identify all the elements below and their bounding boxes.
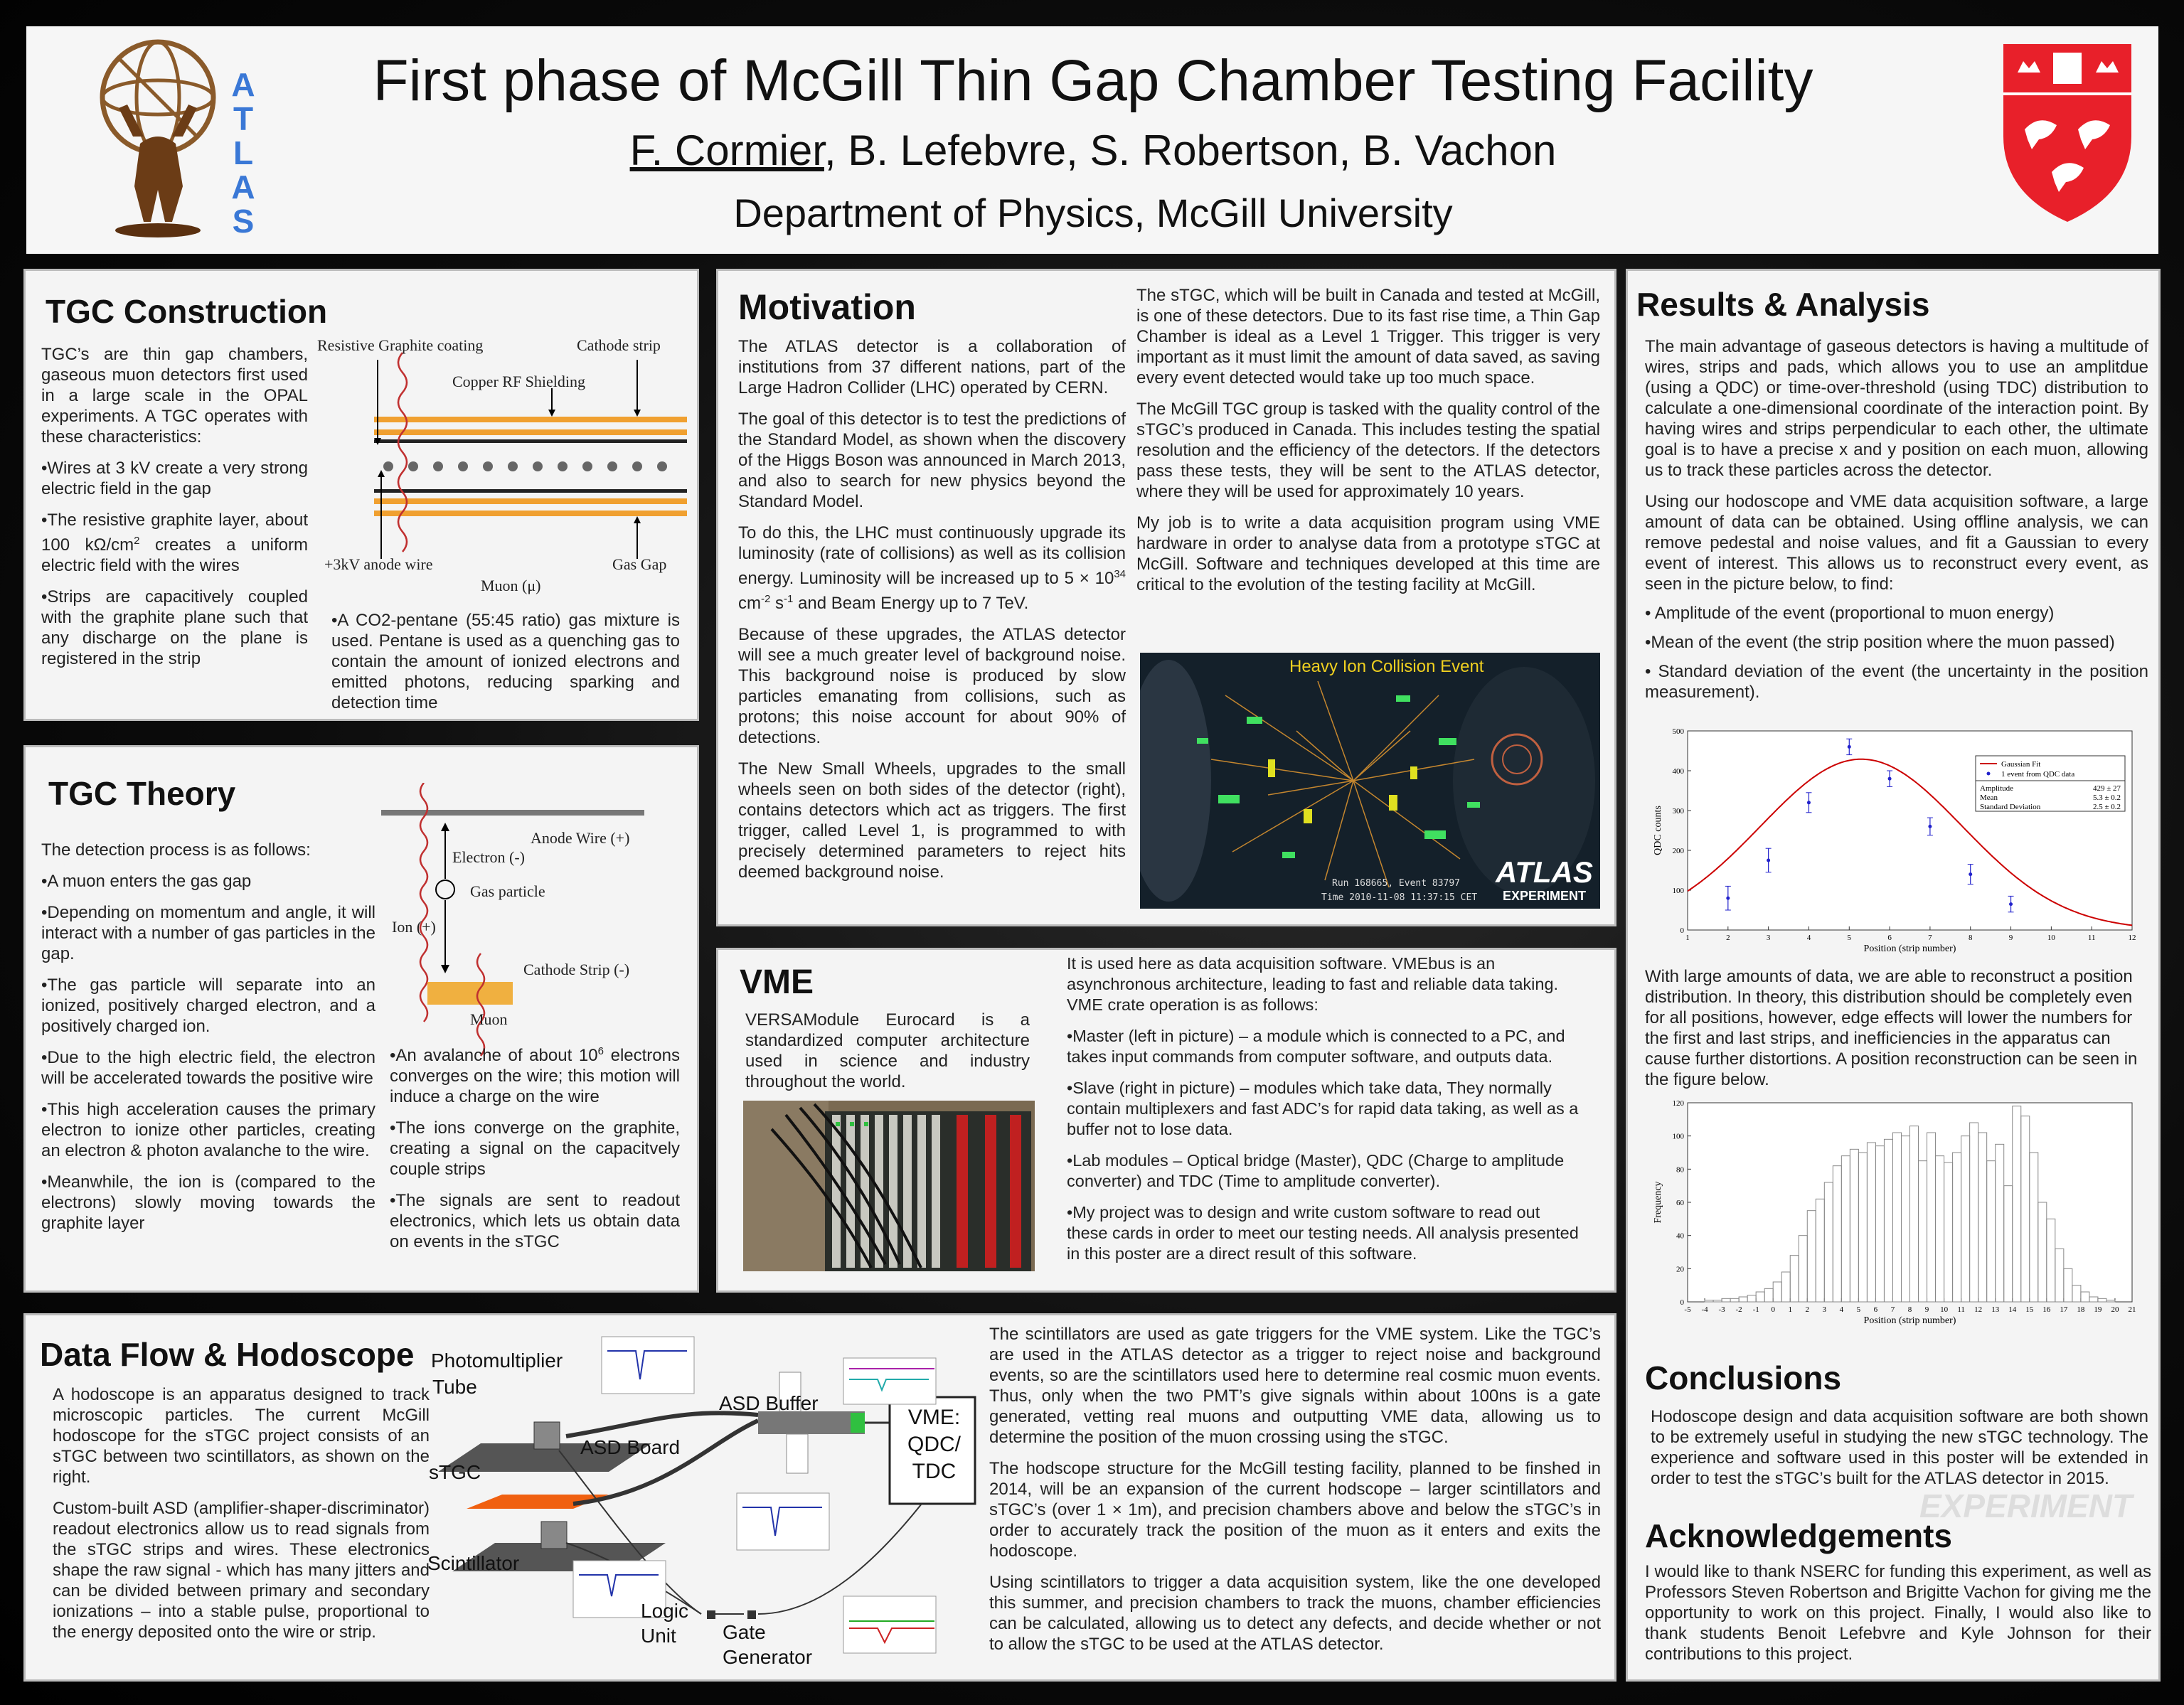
- x-tick-label: 7: [1890, 1305, 1895, 1314]
- text: s: [770, 594, 784, 613]
- vme-crate-photo: [743, 1101, 1035, 1271]
- data-point: [2009, 902, 2013, 906]
- paragraph: The sTGC, which will be built in Canada and tested at McGill, is one of these detectors. Due to its fast rise time, a Thin Gap Chamber is ideal as a Level 1 Trigger. This trigger is very important as it must limit the amount of data saved, as saving every event detected would take up too much space.: [1136, 286, 1600, 388]
- y-tick-label: 500: [1672, 727, 1684, 736]
- y-axis-label: Frequency: [1653, 1181, 1663, 1224]
- text: creates a uniform electric field with the wires: [41, 535, 308, 575]
- x-tick-label: 8: [1907, 1305, 1912, 1314]
- bullet: •My project was to design and write custom software to read out these cards in order to meet our testing needs. All analysis presented in this poster are a direct result of this software.: [1067, 1203, 1579, 1263]
- acknowledgements-title: Acknowledgements: [1645, 1517, 1952, 1554]
- paragraph: Because of these upgrades, the ATLAS detector will see a much greater level of background noise. This background noise is produced by slow particles emanating from collisions, such as protons; this noise account for about 90% of detections.: [738, 625, 1126, 747]
- bullet: •Mean of the event (the strip position where the muon passed): [1645, 633, 2115, 652]
- text: •The resistive graphite layer, about 100 kΩ/cm: [41, 511, 308, 555]
- bullet: •Meanwhile, the ion is (compared to the electrons) slowly moving towards the graphite layer: [41, 1172, 375, 1233]
- bullet: •Strips are capacitively coupled with the graphite plane such that any discharge on the plane is registered in the strip: [41, 587, 308, 668]
- section-title: TGC Theory: [48, 775, 236, 812]
- label-gate-2: Generator: [723, 1646, 813, 1668]
- label-logic-2: Unit: [641, 1625, 676, 1647]
- event-atlas-logo: ATLAS: [1496, 855, 1593, 889]
- tgc-construction-text: [41, 344, 308, 680]
- bullet: •Master (left in picture) – a module which is connected to a PC, and takes input commands from computer software, and outputs data.: [1067, 1027, 1565, 1066]
- watermark: EXPERIMENT: [1919, 1487, 2133, 1524]
- tgc-theory-panel: [23, 745, 699, 1293]
- label-muon: Muon (μ): [481, 577, 541, 594]
- bullet: [390, 1041, 680, 1107]
- label-cathode-strip: Cathode Strip (-): [523, 961, 630, 978]
- heavy-ion-event-image: [1140, 653, 1600, 909]
- motivation-text-left: [738, 336, 1126, 893]
- atlas-letter: A: [231, 66, 255, 103]
- x-axis-label: Position (strip number): [1863, 1315, 1956, 1326]
- x-tick-label: 10: [1940, 1305, 1949, 1314]
- text: To do this, the LHC must continuously upgrade its luminosity (rate of collisions) as well as its collision energy. Luminosity will be increased up to 5 × 10: [738, 523, 1126, 588]
- acknowledgements-text: [1645, 1561, 2151, 1675]
- label-cathode-strip: Cathode strip: [577, 336, 661, 354]
- dataflow-text-left: [53, 1384, 430, 1653]
- mcgill-shield-logo: [1996, 37, 2138, 229]
- dataflow-panel: [23, 1313, 1616, 1682]
- event-time: Time 2010-11-08 11:37:15 CET: [1321, 892, 1478, 903]
- x-tick-label: 4: [1839, 1305, 1844, 1314]
- superscript: 34: [1114, 568, 1126, 580]
- label-copper: Copper RF Shielding: [452, 373, 586, 390]
- paragraph: The McGill TGC group is tasked with the quality control of the sTGC’s produced in Canada. This includes testing the spatial resolution and the efficiency of the detectors. If the detectors pass these tests, they will be sent to the ATLAS detector, where they will be used for approximately 10 years.: [1136, 400, 1600, 501]
- x-tick-label: -4: [1701, 1305, 1708, 1314]
- conclusions-text: [1651, 1406, 2148, 1500]
- data-point: [1969, 872, 1972, 876]
- section-title: Data Flow & Hodoscope: [40, 1336, 415, 1373]
- x-tick-label: 5: [1856, 1305, 1861, 1314]
- motivation-panel: [716, 269, 1616, 926]
- poster-authors: [282, 126, 1904, 175]
- paragraph: The scintillators are used as gate triggers for the VME system. Like the TGC’s are used in the ATLAS detector as a trigger to reject noise and background events, so are the scintillators used here to determine real cosmic muon events. Thus, only when the two PMT’s give signals within about 100ns is a gate generated, vetting real muons and outputting VME data, allowing us to determine the position of the muon crossing using the sTGC.: [989, 1325, 1601, 1447]
- stat-name: Standard Deviation: [1980, 803, 2041, 811]
- y-tick-label: 300: [1672, 807, 1684, 816]
- results-panel: [1626, 269, 2161, 1682]
- x-tick-label: 5: [1847, 934, 1852, 942]
- paragraph: TGC’s are thin gap chambers, gaseous muon detectors first used in a large scale in the OPAL experiments. A TGC operates with these characteristics:: [41, 345, 308, 447]
- x-tick-label: 8: [1968, 934, 1973, 942]
- paragraph: The ATLAS detector is a collaboration of institutions from 37 different nations, part of the Large Hadron Collider (LHC) operated by CERN.: [738, 337, 1126, 397]
- results-text: [1645, 336, 2148, 713]
- paragraph: Using our hodoscope and VME data acquisition software, a large amount of data can be obtained. Using offline analysis, we can remove pedestal and noise values, and fit a Gaussian to every event of interest. This allows us to reconstruct every event, as seen in the picture below, to find:: [1645, 492, 2148, 594]
- y-axis-label: QDC counts: [1653, 806, 1663, 855]
- x-tick-label: 1: [1685, 934, 1690, 942]
- y-tick-label: 40: [1676, 1231, 1684, 1241]
- data-point: [1928, 825, 1932, 828]
- y-tick-label: 60: [1676, 1199, 1684, 1207]
- bullet: •The gas particle will separate into an ionized, positively charged electron, and a positively charged ion.: [41, 976, 375, 1036]
- label-electron: Electron (-): [452, 848, 525, 866]
- text: cm: [738, 594, 761, 613]
- bullet: •This high acceleration causes the primary electron to ionize other particles, creating an electron & photon avalanche to the wire.: [41, 1100, 375, 1160]
- x-tick-label: 0: [1771, 1305, 1775, 1314]
- y-tick-label: 0: [1680, 1298, 1684, 1307]
- motivation-text-right: [1136, 285, 1600, 606]
- label-gate-1: Gate: [723, 1621, 766, 1643]
- label-graphite: Resistive Graphite coating: [317, 336, 484, 354]
- x-tick-label: 21: [2128, 1305, 2136, 1314]
- x-tick-label: 14: [2008, 1305, 2017, 1314]
- data-point: [1726, 897, 1730, 900]
- paragraph: With large amounts of data, we are able to reconstruct a position distribution. In theory, this distribution should be completely even for all positions, however, edge effects will lower the numbers for the first and last strips, and inefficiencies in the apparatus can cause further distortions. A position reconstruction can be seen in the figure below.: [1645, 967, 2138, 1089]
- label-asd-buffer: ASD Buffer: [719, 1392, 819, 1414]
- header-panel: [26, 26, 2158, 254]
- bullet: •Depending on momentum and angle, it will interact with a number of gas particles in the gap.: [41, 903, 375, 963]
- bullet: •Due to the high electric field, the electron will be accelerated towards the positive wire: [41, 1048, 375, 1088]
- bullet: •The ions converge on the graphite, creating a signal on the capacitvely couple strips: [390, 1118, 680, 1179]
- x-tick-label: 6: [1887, 934, 1892, 942]
- stat-value: 429 ± 27: [2092, 784, 2121, 793]
- paragraph: My job is to write a data acquisition program using VME hardware in order to analyse data from a prototype sTGC at McGill. Software and techniques developed at this time are critical to the evolution of the testing facility at McGill.: [1136, 513, 1600, 594]
- x-tick-label: 9: [1924, 1305, 1929, 1314]
- legend-point-swatch: [1987, 772, 1991, 776]
- paragraph: The detection process is as follows:: [41, 840, 311, 860]
- atlas-letter: S: [232, 203, 255, 240]
- x-tick-label: 12: [2128, 934, 2136, 942]
- x-tick-label: -1: [1752, 1305, 1759, 1314]
- y-tick-label: 100: [1672, 887, 1684, 895]
- text: QDC/: [907, 1433, 961, 1456]
- paragraph: The New Small Wheels, upgrades to the small wheels seen on both sides of the detector (right), contains detectors which act as triggers. The first trigger, called Level 1, is programmed to with precisely determined parameters to reject hits deemed background noise.: [738, 759, 1126, 882]
- atlas-letter: A: [231, 169, 255, 205]
- label-muon: Muon: [470, 1010, 508, 1028]
- x-tick-label: 4: [1806, 934, 1811, 942]
- x-tick-label: 13: [1991, 1305, 2000, 1314]
- x-axis-label: Position (strip number): [1863, 944, 1956, 954]
- bullet: • Amplitude of the event (proportional to muon energy): [1645, 604, 2055, 623]
- x-tick-label: 16: [2042, 1305, 2051, 1314]
- tgc-construction-panel: [23, 269, 699, 721]
- x-tick-label: -5: [1684, 1305, 1691, 1314]
- vme-text: [1067, 953, 1579, 1275]
- x-tick-label: 17: [2060, 1305, 2068, 1314]
- x-tick-label: 3: [1822, 1305, 1827, 1314]
- x-tick-label: 10: [2047, 934, 2055, 942]
- paragraph: Using scintillators to trigger a data acquisition system, like the one developed this summer, and precision chambers to track the muons, chamber efficiencies can be calculated, allowing us to detect any defects, and decide whether or not to allow the sTGC to be used at the ATLAS detector.: [989, 1573, 1601, 1654]
- results-text-2: [1645, 966, 2148, 1101]
- atlas-letter: L: [233, 134, 254, 171]
- tgc-theory-text: [41, 840, 375, 1244]
- vme-intro: [745, 1010, 1030, 1103]
- x-tick-label: 6: [1873, 1305, 1878, 1314]
- y-tick-label: 0: [1680, 926, 1684, 935]
- co-authors: , B. Lefebvre, S. Robertson, B. Vachon: [824, 127, 1557, 174]
- section-title: TGC Construction: [46, 293, 328, 330]
- label-logic-1: Logic: [641, 1600, 688, 1622]
- legend-fit-label: Gaussian Fit: [2001, 760, 2041, 769]
- vme-panel: [716, 948, 1616, 1293]
- label-stgc: sTGC: [429, 1461, 481, 1483]
- x-tick-label: -3: [1718, 1305, 1725, 1314]
- bullet: •Wires at 3 kV create a very strong electric field in the gap: [41, 459, 308, 498]
- x-tick-label: 19: [2094, 1305, 2102, 1314]
- paragraph: VERSAModule Eurocard is a standardized computer architecture used in science and industry throughout the world.: [745, 1010, 1030, 1091]
- x-tick-label: 7: [1928, 934, 1932, 942]
- tgc-theory-text-2: [390, 1041, 680, 1263]
- label-anode-wire: Anode Wire (+): [531, 829, 630, 847]
- text: •An avalanche of about 10: [390, 1046, 598, 1065]
- x-tick-label: 3: [1766, 934, 1771, 942]
- x-tick-label: 1: [1788, 1305, 1792, 1314]
- bullet: • Standard deviation of the event (the uncertainty in the position measurement).: [1645, 662, 2148, 702]
- paragraph: It is used here as data acquisition software. VMEbus is an asynchronous architecture, leading to fast and reliable data taking. VME crate operation is as follows:: [1067, 954, 1559, 1014]
- paragraph: The goal of this detector is to test the predictions of the Standard Model, as shown when the discovery of the Higgs Boson was announced in March 2013, and also to search for new physics beyond the Standard Model.: [738, 410, 1126, 511]
- superscript: -2: [761, 593, 771, 605]
- y-tick-label: 100: [1672, 1132, 1684, 1141]
- event-title: Heavy Ion Collision Event: [1289, 657, 1484, 676]
- label-gas-gap: Gas Gap: [612, 555, 667, 573]
- label-gas-particle: Gas particle: [470, 882, 545, 900]
- label-scintillator: Scintillator: [427, 1552, 520, 1574]
- lead-author: F. Cormier: [629, 127, 824, 174]
- x-tick-label: 11: [2087, 934, 2096, 942]
- label-asd-board: ASD Board: [580, 1436, 681, 1458]
- bullet: •A muon enters the gas gap: [41, 872, 252, 891]
- superscript: 6: [597, 1045, 604, 1057]
- paragraph: A hodoscope is an apparatus designed to track microscopic particles. The current McGill hodoscope for the sTGC project consists of an sTGC between two scintillators, as shown on the right.: [53, 1385, 430, 1487]
- x-tick-label: -2: [1735, 1305, 1742, 1314]
- paragraph: The hodscope structure for the McGill testing facility, planned to be finshed in 2014, will be an expansion of the current hodscope – larger scintillators and sTGC’s (over 1 × 1m), and precision chambers above and below the sTGC’s in order to accurately track the position of the muon as it enters and exits the hodoscope.: [989, 1459, 1601, 1561]
- bullet: [41, 510, 308, 576]
- label-pmt: Photomultiplier: [431, 1349, 563, 1372]
- section-title: Results & Analysis: [1636, 286, 1930, 323]
- paragraph: The main advantage of gaseous detectors is having a multitude of wires, strips and pads, which allows you to use an amplitdue (using a QDC) or time-over-threshold (using TDC) distribution to calculate a one-dimensional coordinate of the interaction point. By having wires and strips perpendicular to each other, the ultimate goal is to have a precise x and y position on each muon, allowing us to track these particles across the detector.: [1645, 337, 2148, 480]
- dataflow-text-right: [989, 1324, 1601, 1665]
- position-histogram: [1645, 1096, 2143, 1330]
- x-tick-label: 18: [2077, 1305, 2085, 1314]
- event-atlas-sub: EXPERIMENT: [1503, 889, 1587, 903]
- x-tick-label: 20: [2111, 1305, 2119, 1314]
- text: electrons converges on the wire; this motion will induce a charge on the wire: [390, 1046, 680, 1106]
- x-tick-label: 15: [2025, 1305, 2034, 1314]
- bullet: •Lab modules – Optical bridge (Master), QDC (Charge to amplitude converter) and TDC (Time to amplitude converter).: [1067, 1151, 1565, 1190]
- y-tick-label: 20: [1676, 1265, 1684, 1274]
- y-tick-label: 80: [1676, 1165, 1684, 1175]
- text: and Beam Energy up to 7 TeV.: [793, 594, 1029, 613]
- section-title: VME: [740, 963, 814, 1001]
- label-tube: Tube: [432, 1376, 477, 1398]
- y-tick-label: 400: [1672, 767, 1684, 776]
- paragraph: Custom-built ASD (amplifier-shaper-discriminator) readout electronics allow us to read signals from the sTGC strips and wires. These electronics shape the raw signal - which has many jitters and can be divided between primary and secondary ionizations – into a stable pulse, proportional to the energy deposited onto the wire or strip.: [53, 1499, 430, 1642]
- atlas-vertical-letters: [225, 68, 261, 238]
- superscript: 2: [134, 535, 140, 547]
- legend-point-label: 1 event from QDC data: [2001, 770, 2075, 779]
- stat-value: 2.5 ± 0.2: [2092, 803, 2121, 811]
- text: TDC: [912, 1460, 957, 1483]
- stat-name: Mean: [1980, 793, 1998, 802]
- y-tick-label: 200: [1672, 847, 1684, 855]
- data-point: [1767, 859, 1770, 862]
- bullet: •A CO2-pentane (55:45 ratio) gas mixture is used. Pentane is used as a quenching gas to contain the amount of ionized electrons and emitted photons, reducing sparking and detection time: [331, 611, 680, 712]
- bullet: •The signals are sent to readout electronics, which lets us obtain data on events in the sTGC: [390, 1191, 680, 1251]
- x-tick-label: 9: [2008, 934, 2013, 942]
- section-title: Motivation: [738, 287, 916, 327]
- x-tick-label: 11: [1957, 1305, 1965, 1314]
- conclusions-title: Conclusions: [1645, 1359, 1842, 1396]
- data-point: [1848, 745, 1851, 749]
- label-ion: Ion (+): [392, 918, 436, 936]
- atlas-letter: T: [233, 100, 254, 137]
- poster-department: Department of Physics, McGill University: [733, 191, 1453, 235]
- data-point: [1888, 777, 1892, 781]
- vme-box-label: [893, 1404, 975, 1485]
- label-anode-wire: +3kV anode wire: [324, 555, 433, 573]
- x-tick-label: 12: [1974, 1305, 1983, 1314]
- data-point: [1807, 801, 1811, 804]
- event-run: Run 168665, Event 83797: [1332, 878, 1461, 889]
- tgc-construction-text-2: [331, 610, 680, 721]
- x-tick-label: 2: [1726, 934, 1730, 942]
- paragraph: [738, 523, 1126, 614]
- stat-name: Amplitude: [1980, 784, 2014, 793]
- x-tick-label: 2: [1805, 1305, 1810, 1314]
- hodoscope-diagram: [424, 1330, 986, 1678]
- gaussian-fit-chart: [1645, 724, 2143, 958]
- y-tick-label: 120: [1672, 1099, 1684, 1108]
- superscript: -1: [784, 593, 794, 605]
- text: VME:: [907, 1406, 961, 1429]
- paragraph: I would like to thank NSERC for funding this experiment, as well as Professors Steven Robertson and Brigitte Vachon for giving me the opportunity to work on this project. Finally, I would also like to thank students Benoit Lefebvre and Kyle Johnson for their contributions to this project.: [1645, 1562, 2151, 1664]
- paragraph: Hodoscope design and data acquisition software are both shown to be extremely useful in studying the new sTGC technology. The experience and software used in this poster will be extended in order to test the sTGC’s built for the ATLAS detector in 2015.: [1651, 1407, 2148, 1488]
- bullet: •Slave (right in picture) – modules which take data, They normally contain multiplexers and fast ADC’s for rapid data taking, as well as a buffer not to lose data.: [1067, 1079, 1579, 1138]
- stat-value: 5.3 ± 0.2: [2092, 793, 2121, 802]
- poster-title: First phase of McGill Thin Gap Chamber Testing Facility: [373, 48, 1813, 113]
